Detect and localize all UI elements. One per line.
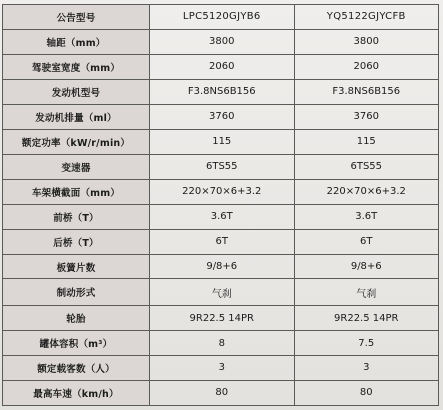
table-row <box>3 154 439 179</box>
row-value-2: F3.8NS6B156 <box>294 79 439 104</box>
row-value-1: 8 <box>150 331 295 356</box>
row-value-2: 6TS55 <box>294 154 439 179</box>
row-label: 最高车速（km/h） <box>3 380 150 405</box>
row-value-2: 80 <box>294 380 439 405</box>
row-value-1: 2060 <box>150 54 295 79</box>
row-label: 板簧片数 <box>3 254 150 279</box>
row-label: 后桥（T） <box>3 229 150 254</box>
row-value-2: 2060 <box>294 54 439 79</box>
row-value-1: 220×70×6+3.2 <box>150 179 295 204</box>
row-value-2: 3.6T <box>294 204 439 229</box>
row-value-2: 3800 <box>294 29 439 54</box>
header-label: 公告型号 <box>3 5 150 30</box>
row-label: 发动机排量（ml） <box>3 104 150 129</box>
table-row <box>3 331 439 356</box>
spec-table <box>2 4 439 406</box>
row-label: 额定功率（kW/r/min） <box>3 129 150 154</box>
model-column-1: LPC5120GJYB6 <box>150 5 295 30</box>
row-value-2: 3760 <box>294 104 439 129</box>
row-label: 车架横截面（mm） <box>3 179 150 204</box>
table-row <box>3 356 439 381</box>
table-row <box>3 306 439 331</box>
row-value-2: 6T <box>294 229 439 254</box>
table-row <box>3 229 439 254</box>
row-value-1: 9/8+6 <box>150 254 295 279</box>
row-value-1: 3 <box>150 356 295 381</box>
row-value-1: 6T <box>150 229 295 254</box>
row-value-2: 3 <box>294 356 439 381</box>
table-row <box>3 279 439 306</box>
table-header-row <box>3 5 439 30</box>
row-value-2: 115 <box>294 129 439 154</box>
row-label: 轴距（mm） <box>3 29 150 54</box>
table-row <box>3 380 439 405</box>
table-row <box>3 104 439 129</box>
row-value-2: 气刹 <box>294 279 439 306</box>
row-label: 轮胎 <box>3 306 150 331</box>
table-row <box>3 79 439 104</box>
row-value-1: 80 <box>150 380 295 405</box>
row-value-1: 9R22.5 14PR <box>150 306 295 331</box>
row-label: 驾驶室宽度（mm） <box>3 54 150 79</box>
table-row <box>3 254 439 279</box>
row-value-2: 9R22.5 14PR <box>294 306 439 331</box>
row-value-1: 3800 <box>150 29 295 54</box>
table-row <box>3 179 439 204</box>
row-value-1: 3760 <box>150 104 295 129</box>
row-label: 罐体容积（m³） <box>3 331 150 356</box>
row-value-1: F3.8NS6B156 <box>150 79 295 104</box>
row-label: 制动形式 <box>3 279 150 306</box>
row-label: 发动机型号 <box>3 79 150 104</box>
row-value-1: 6TS55 <box>150 154 295 179</box>
table-row <box>3 204 439 229</box>
row-value-1: 气刹 <box>150 279 295 306</box>
table-row <box>3 54 439 79</box>
row-value-2: 220×70×6+3.2 <box>294 179 439 204</box>
row-value-1: 115 <box>150 129 295 154</box>
row-label: 额定载客数（人） <box>3 356 150 381</box>
table-row <box>3 129 439 154</box>
table-row <box>3 29 439 54</box>
row-label: 前桥（T） <box>3 204 150 229</box>
row-value-2: 7.5 <box>294 331 439 356</box>
row-label: 变速器 <box>3 154 150 179</box>
row-value-1: 3.6T <box>150 204 295 229</box>
row-value-2: 9/8+6 <box>294 254 439 279</box>
model-column-2: YQ5122GJYCFB <box>294 5 439 30</box>
